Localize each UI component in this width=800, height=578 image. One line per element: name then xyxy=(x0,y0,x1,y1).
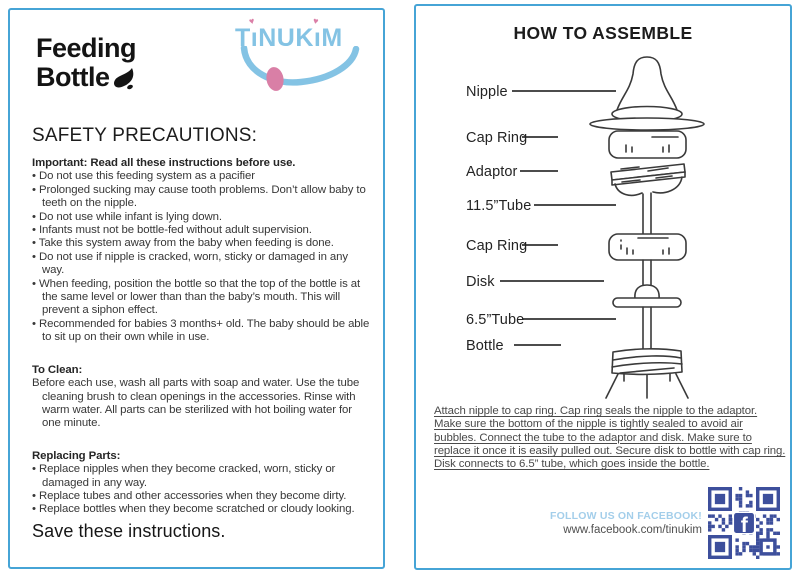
replacing-bullet: • Replace nipples when they become cracked, worn, sticky or damaged in any way. xyxy=(32,463,336,489)
smile-icon xyxy=(237,46,363,94)
safety-bullet: • Do not use while infant is lying down. xyxy=(32,210,222,223)
feeding-bottle-logo xyxy=(36,20,136,108)
bottle-drawing xyxy=(606,349,688,398)
important-note: Important: Read all these instructions before use. xyxy=(32,157,296,169)
part-label-bottle: Bottle xyxy=(466,338,504,354)
follow-us-text: FOLLOW US ON FACEBOOK! xyxy=(550,510,702,522)
cap-ring-2-drawing xyxy=(609,234,686,260)
safety-precautions-heading: SAFETY PRECAUTIONS: xyxy=(32,125,258,146)
feeding-bottle-logo-line1: Feeding xyxy=(36,33,137,63)
tinukim-letters: NUK xyxy=(258,24,314,52)
facebook-url: www.facebook.com/tinukim xyxy=(563,524,702,536)
tube-11-5-drawing xyxy=(643,193,651,235)
part-label-cap-ring-1: Cap Ring xyxy=(466,130,528,146)
part-label-tube-11-5: 11.5”Tube xyxy=(466,198,532,214)
assembly-instructions: Attach nipple to cap ring. Cap ring seals the nipple to the adaptor. Make sure the bottom of the nipple is tightly sealed to avoid air bubbles. Connect the tube to the adaptor and disk. Make sure to replace it once it is easily pulled out. Secure disk to bottle with cap ring. Disk connects to 6.5” tube, which goes inside the bottle. xyxy=(434,405,786,471)
safety-precautions-panel xyxy=(8,8,385,569)
tinukim-logo xyxy=(235,15,373,108)
part-label-cap-ring-2: Cap Ring xyxy=(466,238,528,254)
part-label-disk: Disk xyxy=(466,274,495,290)
heart-icon: ♥ xyxy=(247,15,256,27)
to-clean-heading: To Clean: xyxy=(32,363,83,376)
how-to-assemble-heading: HOW TO ASSEMBLE xyxy=(513,23,693,43)
replacing-parts-heading: Replacing Parts: xyxy=(32,449,121,462)
disk-drawing xyxy=(613,285,681,307)
heart-icon: ♥ xyxy=(311,15,320,27)
how-to-assemble-panel xyxy=(414,4,792,570)
safety-bullet: • Take this system away from the baby when feeding is done. xyxy=(32,237,334,250)
logo-row xyxy=(36,15,373,108)
safety-bullet: • When feeding, position the bottle so that the top of the bottle is at the same level or lower than than the baby’s mouth. This will prevent a siphon effect. xyxy=(32,277,361,317)
safety-bullet: • Infants must not be bottle-fed without adult supervision. xyxy=(32,224,312,237)
milk-drop-icon xyxy=(111,66,136,96)
feeding-bottle-logo-line2: Bottle xyxy=(36,62,110,92)
replacing-bullet: • Replace bottles when they become scratched or cloudy looking. xyxy=(32,503,355,516)
tube-mid-drawing xyxy=(643,260,651,285)
tube-6-5-drawing xyxy=(643,307,651,350)
adaptor-drawing xyxy=(611,164,685,195)
tinukim-letter-i: ♥ ı xyxy=(311,15,322,52)
facebook-qr-code xyxy=(708,487,780,559)
safety-bullet: • Prolonged sucking may cause tooth problems. Don’t allow baby to teeth on the nipple. xyxy=(32,183,366,210)
safety-bullet-list xyxy=(32,170,371,344)
facebook-promo xyxy=(446,510,702,536)
tongue-icon xyxy=(265,66,286,93)
safety-bullet: • Do not use this feeding system as a pacifier xyxy=(32,170,255,183)
tinukim-letter-i: ♥ ı xyxy=(247,15,259,52)
part-label-tube-6-5: 6.5”Tube xyxy=(466,312,525,328)
replacing-bullet-list xyxy=(32,463,371,517)
part-label-nipple: Nipple xyxy=(466,84,508,100)
safety-bullet: • Do not use if nipple is cracked, worn, sticky or damaged in any way. xyxy=(32,250,348,277)
qr-code-icon xyxy=(708,487,780,559)
tinukim-letter: T xyxy=(235,24,251,52)
save-instructions-line: Save these instructions. xyxy=(32,520,226,541)
part-label-adaptor: Adaptor xyxy=(466,164,518,180)
nipple-drawing xyxy=(590,57,704,130)
replacing-bullet: • Replace tubes and other accessories when they become dirty. xyxy=(32,489,347,502)
facebook-f-icon: f xyxy=(740,512,748,537)
to-clean-body: Before each use, wash all parts with soap and water. Use the tube cleaning brush to clean openings in the accessories. Rinse with warm water. All parts can be sterilized with hot boiling water for one minute. xyxy=(32,377,360,430)
safety-text-block xyxy=(32,157,371,544)
safety-bullet: • Recommended for babies 3 months+ old. The baby should be able to sit up on their own while in use. xyxy=(32,317,370,344)
tinukim-letter: M xyxy=(321,24,343,52)
cap-ring-1-drawing xyxy=(609,131,686,158)
